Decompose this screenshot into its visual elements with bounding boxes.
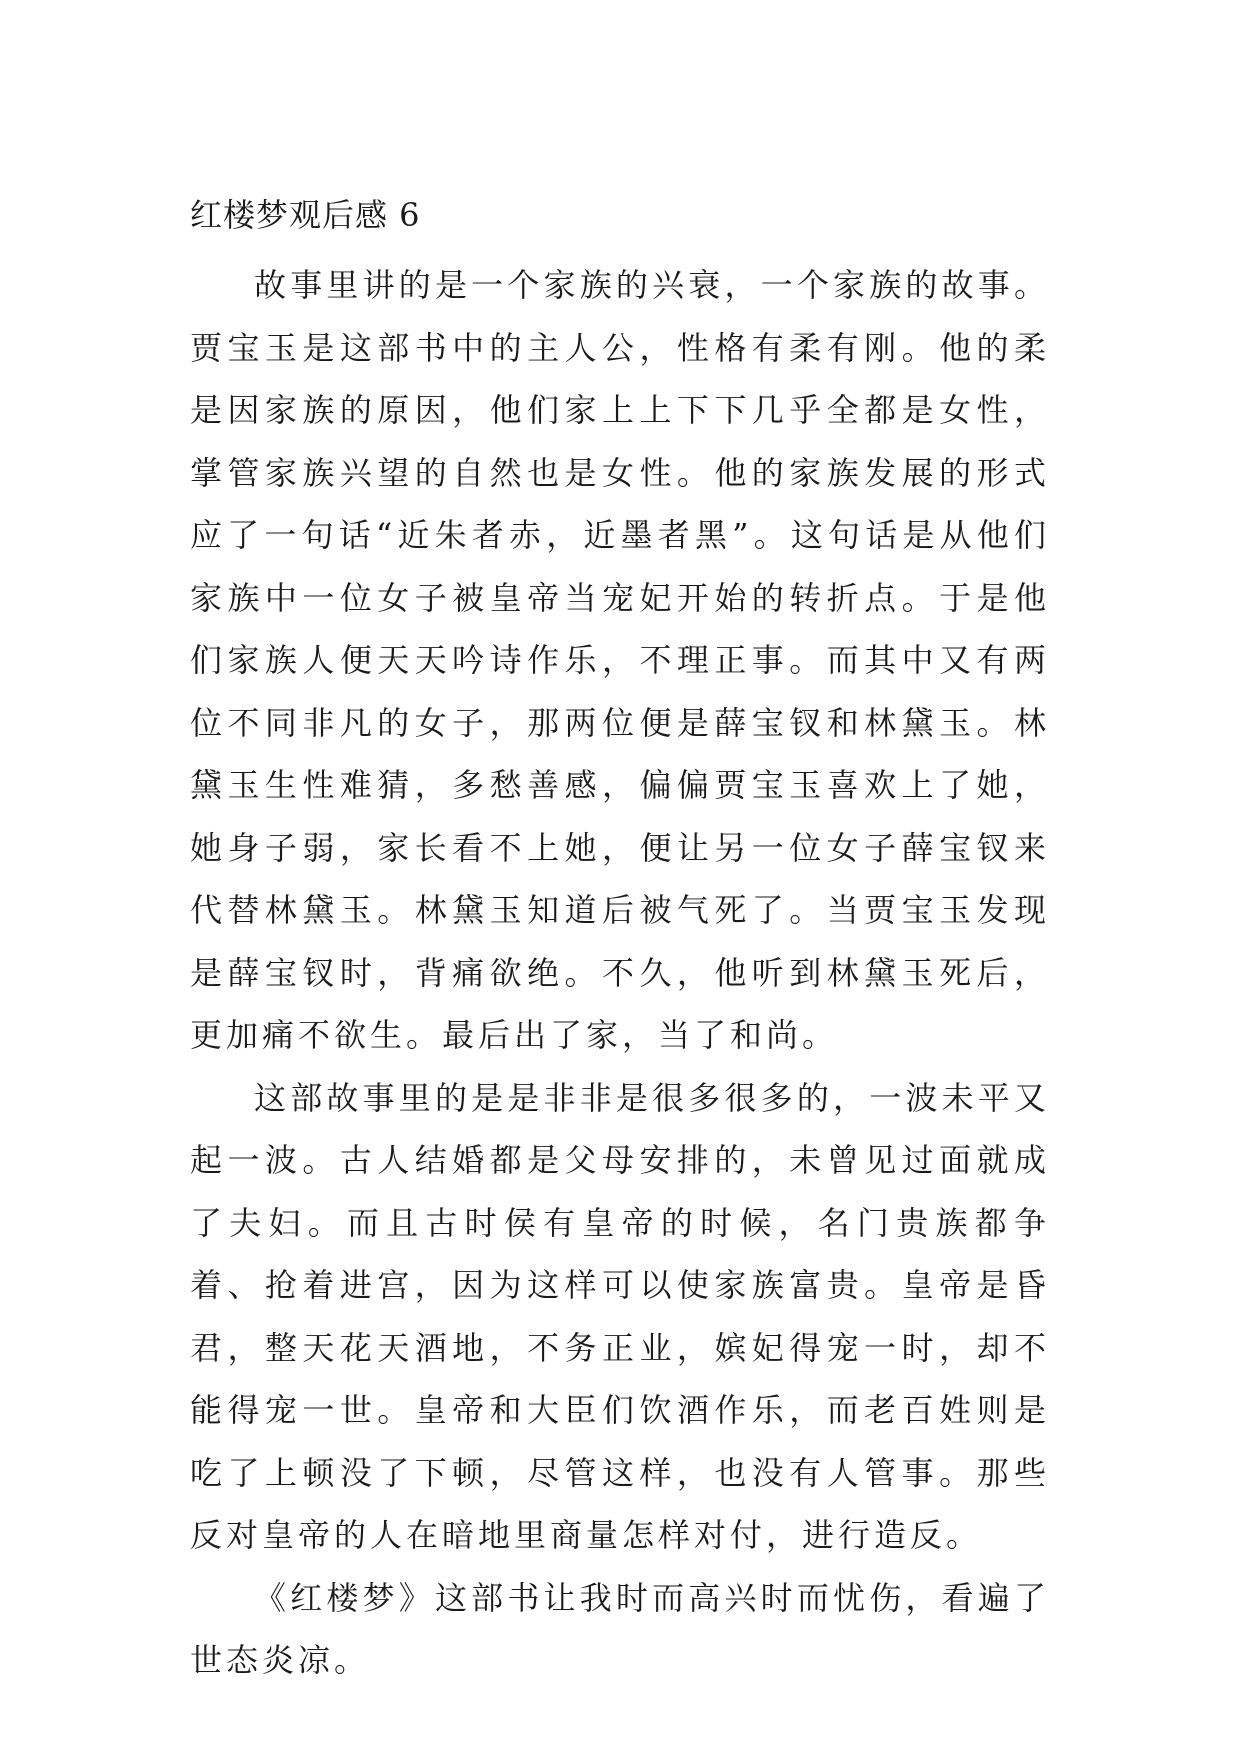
document-body: [190, 190, 1050, 1692]
paragraph-3: 《红楼梦》这部书让我时而高兴时而忧伤，看遍了世态炎凉。: [190, 1578, 1050, 1679]
document-title: 红楼梦观后感 6: [190, 196, 421, 234]
paragraph-1: 故事里讲的是一个家族的兴衰，一个家族的故事。贾宝玉是这部书中的主人公，性格有柔有刚。他的柔是因家族的原因，他们家上上下下几乎全都是女性，掌管家族兴望的自然也是女性。他的家族发展的形式应了一句话“近朱者赤，近墨者黑”。这句话是从他们家族中一位女子被皇帝当宠妃开始的转折点。于是他们家族人便天天吟诗作乐，不理正事。而其中又有两位不同非凡的女子，那两位便是薛宝钗和林黛玉。林黛玉生性难猜，多愁善感，偏偏贾宝玉喜欢上了她，她身子弱，家长看不上她，便让另一位女子薛宝钗来代替林黛玉。林黛玉知道后被气死了。当贾宝玉发现是薛宝钗时，背痛欲绝。不久，他听到林黛玉死后，更加痛不欲生。最后出了家，当了和尚。: [190, 266, 1050, 1054]
paragraph-2: 这部故事里的是是非非是很多很多的，一波未平又起一波。古人结婚都是父母安排的，未曾见过面就成了夫妇。而且古时侯有皇帝的时候，名门贵族都争着、抢着进宫，因为这样可以使家族富贵。皇帝是昏君，整天花天酒地，不务正业，嫔妃得宠一时，却不能得宠一世。皇帝和大臣们饮酒作乐，而老百姓则是吃了上顿没了下顿，尽管这样，也没有人管事。那些反对皇帝的人在暗地里商量怎样对付，进行造反。: [190, 1078, 1050, 1554]
